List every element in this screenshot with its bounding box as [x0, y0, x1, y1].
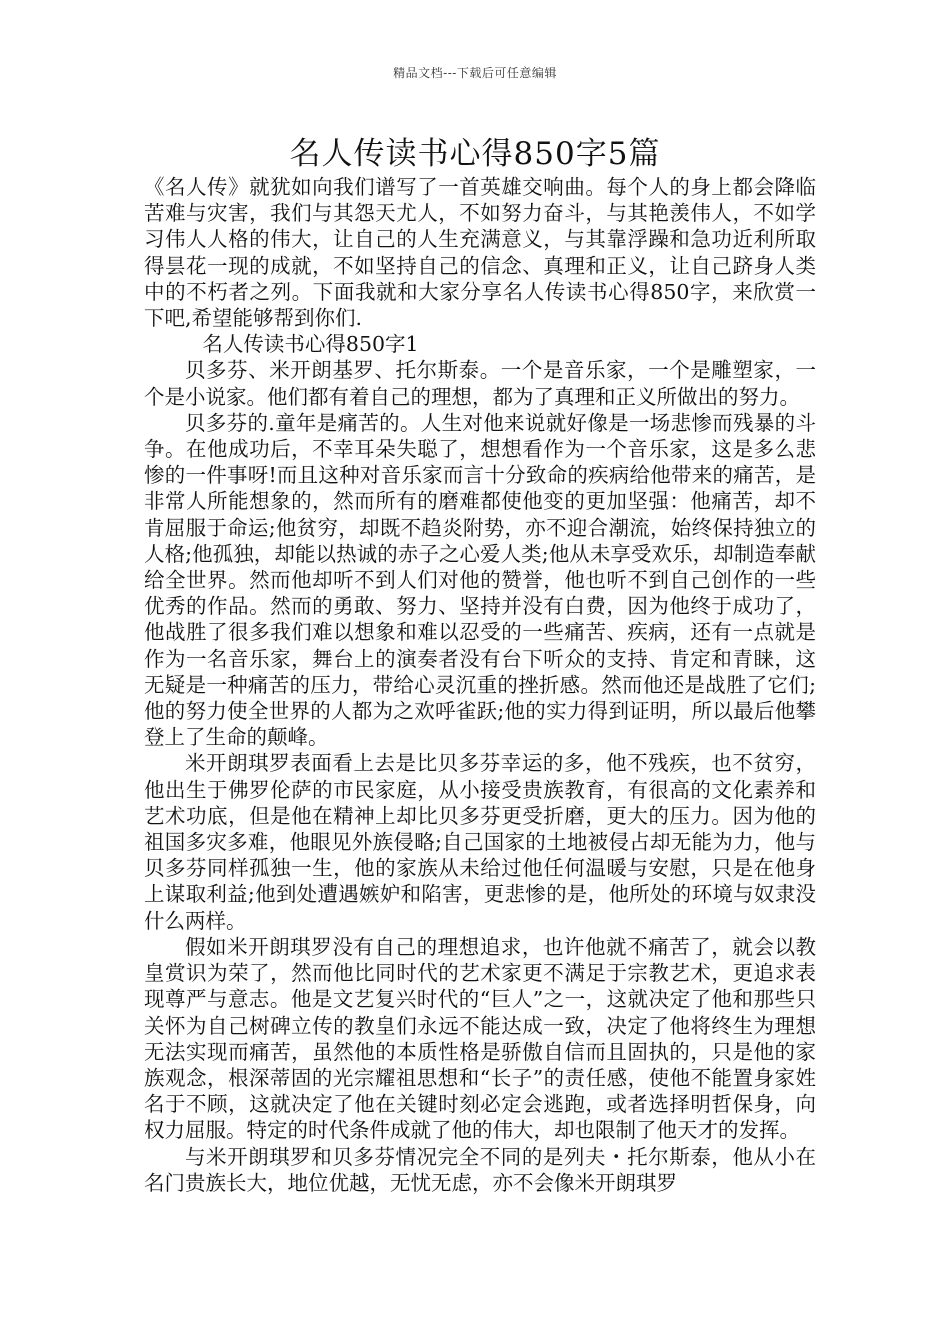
- body-paragraph: 贝多芬的.童年是痛苦的。人生对他来说就好像是一场悲惨而残暴的斗争。在他成功后，不幸耳朵失聪了，想想看作为一个音乐家，这是多么悲惨的一件事呀!而且这种对音乐家而言十分致命的疾病给他带来的痛苦，是非常人所能想象的，然而所有的磨难都使他变的更加坚强：他痛苦，却不肯屈服于命运;他贫穷，却既不趋炎附势，亦不迎合潮流，始终保持独立的人格;他孤独，却能以热诚的赤子之心爱人类;他从未享受欢乐，却制造奉献给全世界。然而他却听不到人们对他的赞誉，他也听不到自己创作的一些优秀的作品。然而的勇敢、努力、坚持并没有白费，因为他终于成功了，他战胜了很多我们难以想象和难以忍受的一些痛苦、疾病，还有一点就是作为一名音乐家，舞台上的演奏者没有台下听众的支持、肯定和青睐，这无疑是一种痛苦的压力，带给心灵沉重的挫折感。然而他还是战胜了它们;他的努力使全世界的人都为之欢呼雀跃;他的实力得到证明，所以最后他攀登上了生命的颠峰。: [144, 410, 816, 750]
- section-heading: 名人传读书心得850字1: [202, 332, 419, 357]
- body-paragraph: 假如米开朗琪罗没有自己的理想追求，也许他就不痛苦了，就会以教皇赏识为荣了，然而他比同时代的艺术家更不满足于宗教艺术，更追求表现尊严与意志。他是文艺复兴时代的“巨人”之一，这就决定了他和那些只关怀为自己树碑立传的教皇们永远不能达成一致，决定了他将终生为理想无法实现而痛苦，虽然他的本质性格是骄傲自信而且固执的，只是他的家族观念，根深蒂固的光宗耀祖思想和“长子”的责任感，使他不能置身家姓名于不顾，这就决定了他在关键时刻必定会逃跑，或者选择明哲保身，向权力屈服。特定的时代条件成就了他的伟大，却也限制了他天才的发挥。: [144, 934, 816, 1143]
- document-title: 名人传读书心得850字5篇: [289, 136, 661, 172]
- intro-paragraph: 《名人传》就犹如向我们谱写了一首英雄交响曲。每个人的身上都会降临苦难与灾害，我们与其怨天尤人，不如努力奋斗，与其艳羡伟人，不如学习伟人人格的伟大，让自己的人生充满意义，与其靠浮躁和急功近利所取得昙花一现的成就，不如坚持自己的信念、真理和正义，让自己跻身人类中的不朽者之列。下面我就和大家分享名人传读书心得850字，来欣赏一下吧,希望能够帮到你们.: [144, 175, 816, 331]
- body-paragraph: 米开朗琪罗表面看上去是比贝多芬幸运的多，他不残疾，也不贫穷，他出生于佛罗伦萨的市民家庭，从小接受贵族教育，有很高的文化素养和艺术功底，但是他在精神上却比贝多芬更受折磨，更大的压力。因为他的祖国多灾多难，他眼见外族侵略;自己国家的土地被侵占却无能为力，他与贝多芬同样孤独一生，他的家族从未给过他任何温暖与安慰，只是在他身上谋取利益;他到处遭遇嫉妒和陷害，更悲惨的是，他所处的环境与奴隶没什么两样。: [144, 751, 816, 933]
- header-note: 精品文档---下载后可任意编辑: [393, 66, 557, 80]
- body-paragraph: 贝多芬、米开朗基罗、托尔斯泰。一个是音乐家，一个是雕塑家，一个是小说家。他们都有着自己的理想，都为了真理和正义所做出的努力。: [144, 358, 816, 409]
- body-paragraph: 与米开朗琪罗和贝多芬情况完全不同的是列夫・托尔斯泰，他从小在名门贵族长大，地位优越，无忧无虑，亦不会像米开朗琪罗: [144, 1144, 816, 1195]
- document-body: [144, 174, 816, 1196]
